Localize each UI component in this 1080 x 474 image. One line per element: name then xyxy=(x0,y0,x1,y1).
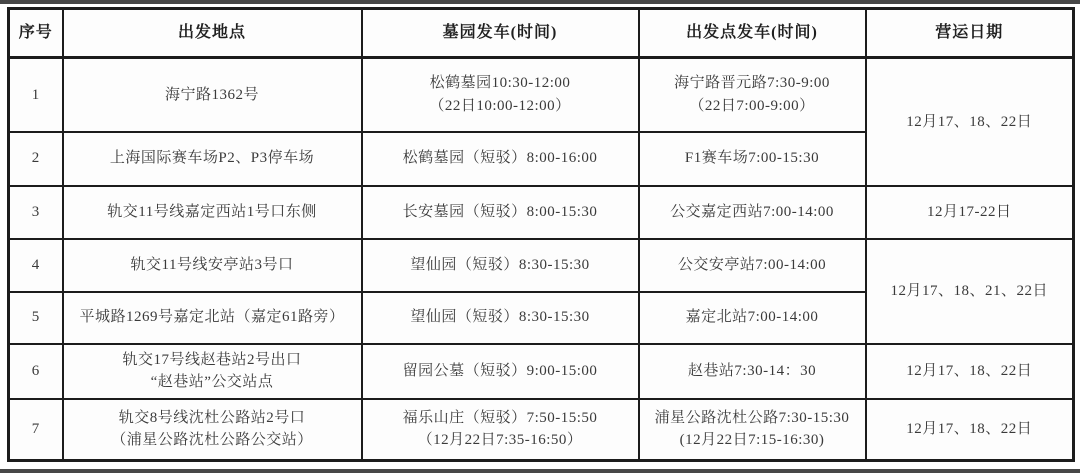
cell-cemetery-time xyxy=(362,344,639,399)
location-line: “赵巷站”公交站点 xyxy=(150,374,274,390)
origin-time-line: (12月22日7:15-16:30) xyxy=(679,432,825,449)
cemetery-time-line: 福乐山庄（短驳）7:50-15:50 xyxy=(402,409,598,426)
cell-location xyxy=(63,186,362,239)
cemetery-time-line: 长安墓园（短驳）8:00-15:30 xyxy=(402,203,598,220)
origin-time-line: 海宁路晋元路7:30-9:00 xyxy=(674,75,830,92)
cell-location xyxy=(63,58,362,132)
image-top-edge xyxy=(0,0,1080,4)
image-bottom-edge xyxy=(0,469,1080,473)
location-line: 轨交11号线嘉定西站1号口东侧 xyxy=(107,203,317,220)
cell-seq: 7 xyxy=(9,399,63,461)
cell-cemetery-time xyxy=(362,399,639,461)
location-line: 轨交11号线安亭站3号口 xyxy=(130,256,294,273)
cell-location xyxy=(63,132,362,186)
cell-cemetery-time xyxy=(362,58,639,132)
cell-seq: 2 xyxy=(9,132,63,186)
table-row xyxy=(9,58,1074,132)
cell-cemetery-time xyxy=(362,132,639,186)
cemetery-time-line: （12月22日7:35-16:50） xyxy=(417,432,583,449)
table-row xyxy=(9,344,1074,399)
cemetery-time-line: 留园公墓（短驳）9:00-15:00 xyxy=(402,362,598,379)
cemetery-time-line: 松鹤墓园（短驳）8:00-16:00 xyxy=(402,150,598,167)
origin-time-line: 公交嘉定西站7:00-14:00 xyxy=(670,203,834,220)
cell-seq: 3 xyxy=(9,186,63,239)
shuttle-schedule-table xyxy=(7,7,1075,462)
col-header-cemetery-time: 墓园发车(时间) xyxy=(362,9,639,58)
cemetery-time-line: （22日10:00-12:00） xyxy=(429,97,571,114)
cell-seq: 6 xyxy=(9,344,63,399)
origin-time-line: F1赛车场7:00-15:30 xyxy=(684,150,820,167)
cell-cemetery-time xyxy=(362,292,639,344)
location-line: 轨交17号线赵巷站2号出口 xyxy=(122,351,302,368)
table-row xyxy=(9,186,1074,239)
cemetery-time-line: 望仙园（短驳）8:30-15:30 xyxy=(410,309,590,326)
cell-cemetery-time xyxy=(362,186,639,239)
cell-origin-time xyxy=(639,186,866,239)
cell-origin-time xyxy=(639,399,866,461)
cemetery-time-line: 松鹤墓园10:30-12:00 xyxy=(429,75,571,92)
location-line: （浦星公路沈杜公路公交站） xyxy=(111,432,313,449)
origin-time-line: 浦星公路沈杜公路7:30-15:30 xyxy=(654,409,850,426)
location-line: 平城路1269号嘉定北站（嘉定61路旁） xyxy=(79,309,345,326)
cell-cemetery-time xyxy=(362,239,639,292)
cell-location xyxy=(63,344,362,399)
origin-time-line: 赵巷站7:30-14：30 xyxy=(687,362,817,379)
origin-time-line: （22日7:00-9:00） xyxy=(689,97,815,114)
cell-dates: 12月17、18、22日 xyxy=(866,58,1074,186)
table-row xyxy=(9,239,1074,292)
cell-seq: 1 xyxy=(9,58,63,132)
cemetery-time-line: 望仙园（短驳）8:30-15:30 xyxy=(410,256,590,273)
location-line: 轨交8号线沈杜公路站2号口 xyxy=(118,409,306,426)
origin-time-line: 嘉定北站7:00-14:00 xyxy=(685,309,819,326)
cell-dates: 12月17、18、22日 xyxy=(866,399,1074,461)
cell-location xyxy=(63,292,362,344)
cell-dates: 12月17、18、21、22日 xyxy=(866,239,1074,344)
cell-seq: 4 xyxy=(9,239,63,292)
location-line: 海宁路1362号 xyxy=(164,86,259,103)
col-header-seq: 序号 xyxy=(9,9,63,58)
col-header-location: 出发地点 xyxy=(63,9,362,58)
location-line: 上海国际赛车场P2、P3停车场 xyxy=(109,150,315,167)
cell-location xyxy=(63,399,362,461)
col-header-origin-time: 出发点发车(时间) xyxy=(639,9,866,58)
cell-seq: 5 xyxy=(9,292,63,344)
cell-origin-time xyxy=(639,292,866,344)
cell-origin-time xyxy=(639,239,866,292)
cell-dates: 12月17、18、22日 xyxy=(866,344,1074,399)
col-header-dates: 营运日期 xyxy=(866,9,1074,58)
cell-origin-time xyxy=(639,58,866,132)
cell-dates: 12月17-22日 xyxy=(866,186,1074,239)
cell-origin-time xyxy=(639,132,866,186)
table-row xyxy=(9,399,1074,461)
header-row xyxy=(9,9,1074,58)
origin-time-line: 公交安亭站7:00-14:00 xyxy=(677,256,827,273)
cell-origin-time xyxy=(639,344,866,399)
cell-location xyxy=(63,239,362,292)
